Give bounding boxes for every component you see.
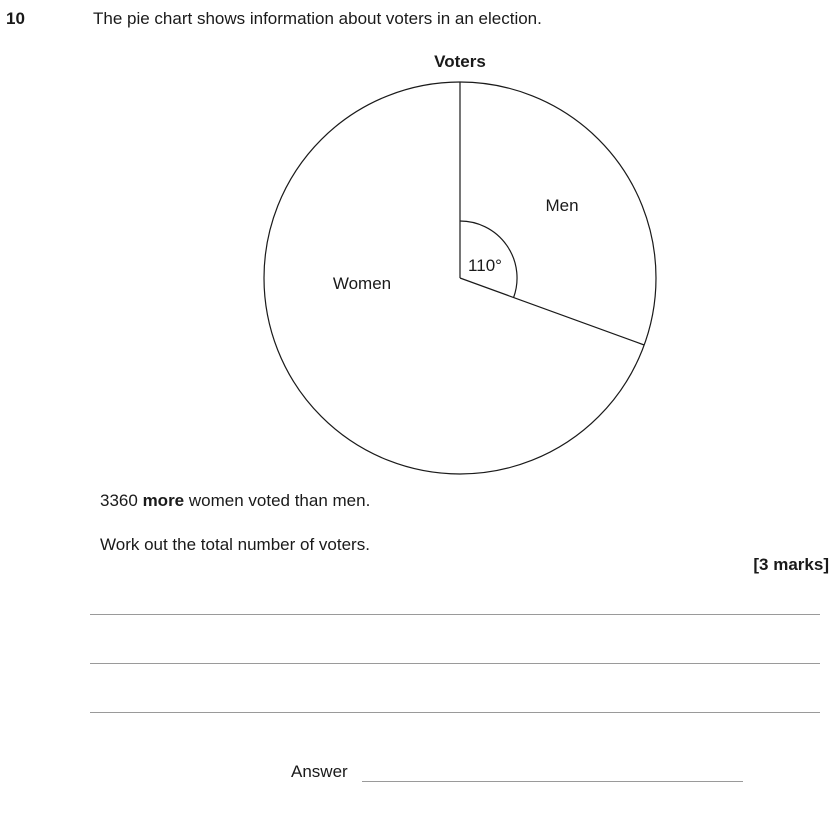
chart-title: Voters (434, 52, 486, 71)
statement-number: 3360 (100, 491, 138, 510)
working-line-1[interactable] (90, 614, 820, 615)
statement-text (100, 491, 370, 511)
question-number: 10 (6, 9, 25, 28)
working-line-3[interactable] (90, 712, 820, 713)
men-slice-end-radius (460, 278, 644, 345)
slice-label-men: Men (545, 196, 579, 215)
answer-label: Answer (291, 762, 348, 781)
slice-label-women: Women (332, 274, 392, 293)
statement-bold-word: more (142, 491, 185, 510)
statement-rest: women voted than men. (184, 491, 371, 510)
question-intro: The pie chart shows information about voters in an election. (93, 9, 542, 28)
marks-label: [3 marks] (753, 555, 829, 574)
answer-line[interactable] (362, 781, 743, 782)
angle-label: 110° (468, 256, 502, 275)
working-line-2[interactable] (90, 663, 820, 664)
task-text: Work out the total number of voters. (100, 535, 370, 554)
